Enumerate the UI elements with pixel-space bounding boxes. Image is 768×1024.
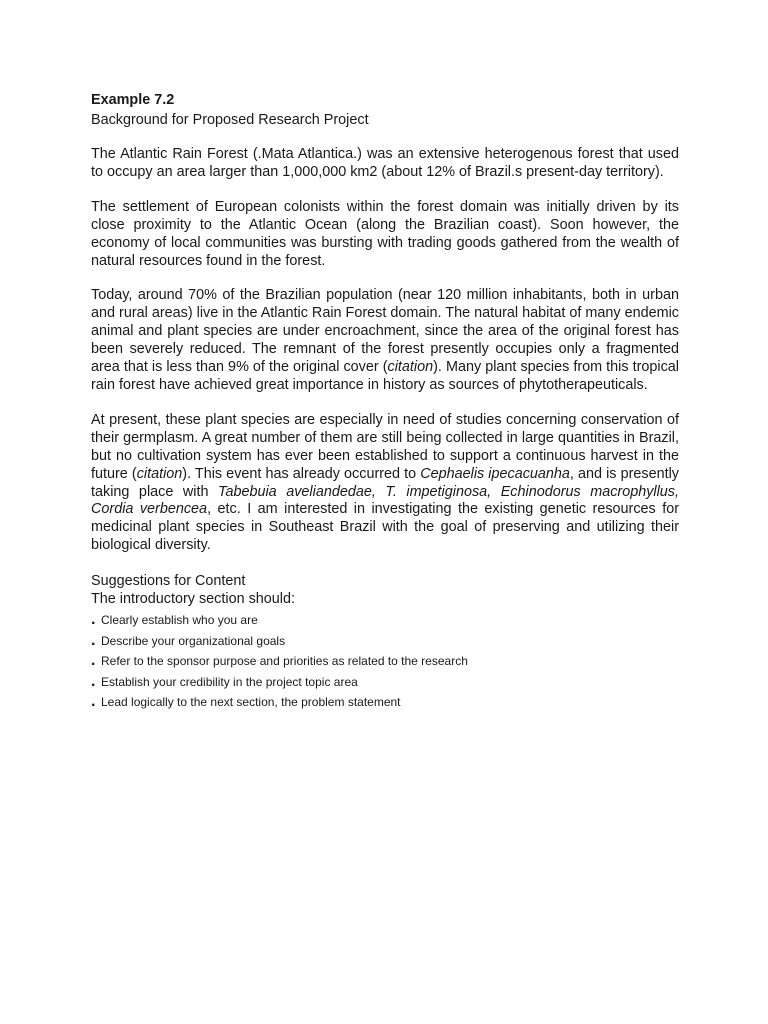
suggestion-item bbox=[91, 631, 679, 652]
paragraph-text: ). This event has already occurred to bbox=[182, 465, 421, 482]
italic-text: Cephaelis ipecacuanha bbox=[420, 465, 570, 482]
suggestion-item bbox=[91, 692, 679, 713]
document-page bbox=[91, 90, 679, 713]
document-subtitle: Background for Proposed Research Project bbox=[91, 112, 369, 128]
example-label: Example 7.2 bbox=[91, 92, 175, 108]
paragraph-text: , and is presently taking place with bbox=[91, 465, 679, 500]
bullet-marker: . bbox=[91, 672, 96, 690]
italic-text: citation bbox=[387, 359, 434, 376]
paragraph-text: The Atlantic Rain Forest (.Mata Atlantica.) was an extensive heterogenous forest that used to occupy an area larger than 1,000,000 km2 (about 12% of Brazil.s present-day territory). bbox=[91, 146, 679, 180]
body-paragraphs bbox=[91, 146, 679, 555]
body-paragraph bbox=[91, 412, 679, 555]
bullet-marker: . bbox=[91, 631, 96, 649]
bullet-marker: . bbox=[91, 652, 96, 670]
suggestion-item bbox=[91, 651, 679, 672]
suggestions-list bbox=[91, 610, 679, 713]
suggestion-text: Describe your organizational goals bbox=[101, 633, 286, 648]
suggestions-intro: The introductory section should: bbox=[91, 591, 295, 608]
paragraph-text: The settlement of European colonists within the forest domain was initially driven by its close proximity to the Atlantic Ocean (along the Brazilian coast). Soon however, the economy of local communities was bursting with trading goods gathered from the wealth of natural resources found in the forest. bbox=[91, 198, 679, 269]
body-paragraph bbox=[91, 287, 679, 394]
body-paragraph bbox=[91, 146, 679, 182]
paragraph-text: ). Many plant species from this tropical rain forest have achieved great importance in history as sources of phytotherapeuticals. bbox=[91, 359, 679, 393]
italic-text: citation bbox=[136, 465, 183, 482]
paragraph-text: At present, these plant species are especially in need of studies concerning conservation of their germplasm. A great number of them are still being collected in large quantities in Brazil, but no cultivation system has ever been established to support a continuous harvest in the future ( bbox=[91, 411, 679, 482]
suggestions-title: Suggestions for Content bbox=[91, 573, 246, 590]
paragraph-text: , etc. I am interested in investigating the existing genetic resources for medicinal plant species in Southeast Brazil with the goal of preserving and utilizing their biological diversity. bbox=[91, 501, 680, 554]
suggestion-text: Establish your credibility in the project topic area bbox=[101, 674, 358, 689]
bullet-marker: . bbox=[91, 693, 96, 711]
body-paragraph bbox=[91, 199, 679, 271]
suggestion-item bbox=[91, 672, 679, 693]
suggestion-text: Clearly establish who you are bbox=[101, 613, 258, 628]
suggestion-text: Lead logically to the next section, the problem statement bbox=[101, 695, 401, 710]
paragraph-text: Today, around 70% of the Brazilian population (near 120 million inhabitants, both in urban and rural areas) live in the Atlantic Rain Forest domain. The natural habitat of many endemic animal and plant species are under encroachment, since the area of the original forest has been severely reduced. The remnant of the forest presently occupies only a fragmented area that is less than 9% of the original cover ( bbox=[91, 287, 679, 376]
suggestion-text: Refer to the sponsor purpose and priorities as related to the research bbox=[101, 654, 468, 669]
bullet-marker: . bbox=[91, 611, 96, 629]
italic-text: Tabebuia aveliandedae, T. impetiginosa, Echinodorus macrophyllus, Cordia verbencea bbox=[91, 483, 680, 518]
suggestion-item bbox=[91, 610, 679, 631]
